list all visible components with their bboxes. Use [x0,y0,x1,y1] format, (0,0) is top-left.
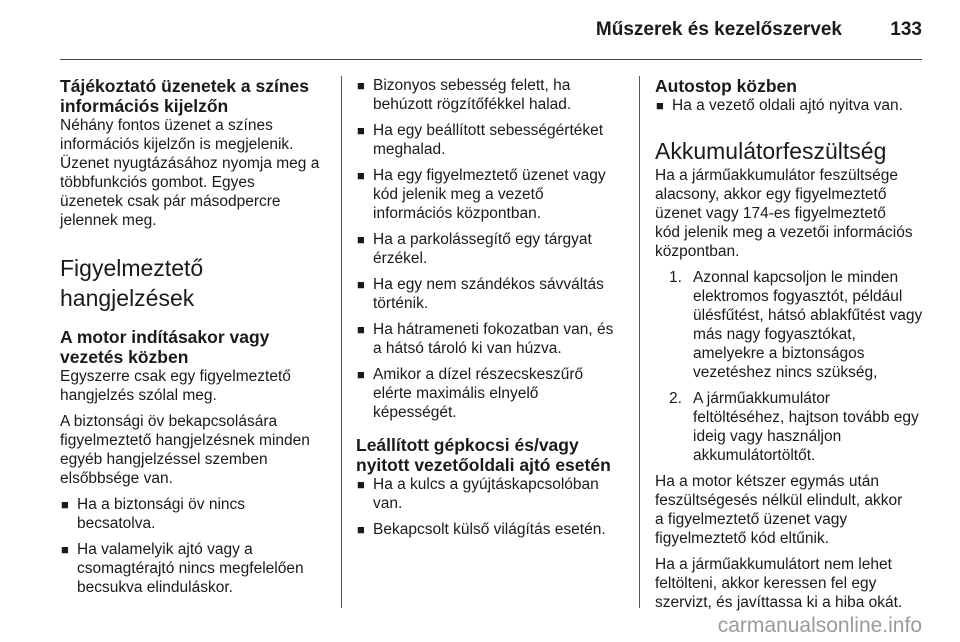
bullet-list [655,96,923,115]
list-item [356,320,628,358]
text-line: Azonnal kapcsoljon le minden [693,269,899,286]
bullet-icon: ■ [357,477,365,492]
text-line: feltöltéséhez, hajtson tovább egy [693,409,919,426]
text-line: Ha a járműakkumulátor feszültsége [655,167,898,184]
text-line: hangjelzések [60,285,195,311]
text-line: csomagtérajtó nincs megfelelően [77,560,304,577]
text-line: becsukva elinduláskor. [77,579,233,596]
text-line: kód jelenik meg a vezető [373,186,544,203]
column-left [60,76,330,604]
text-line: képességét. [373,404,457,421]
text-line: A biztonsági öv bekapcsolására [60,413,278,430]
text-line: Amikor a dízel részecskeszűrő [373,366,584,383]
text-line: a figyelmeztető üzenet vagy [655,511,848,528]
text-line: Bizonyos sebesség felett, ha [373,77,571,94]
text-line: Tájékoztató üzenetek a színes [60,76,309,96]
text-line: elérte maximális elnyelő [373,385,539,402]
list-item [356,275,628,313]
bullet-icon: ■ [656,98,664,113]
bullet-icon: ■ [61,542,69,557]
paragraph [60,367,330,405]
paragraph [60,116,330,230]
text-line: akkumulátortöltőt. [693,447,816,464]
text-line: Autostop közben [655,76,797,96]
bullet-list [60,495,330,597]
list-item [356,230,628,268]
text-line: amelyekre a biztonságos [693,345,865,362]
text-line: vezetéshez nincs szükség, [693,364,878,381]
text-line: A motor indításakor vagy [60,327,270,347]
text-line: Akkumulátorfeszültség [655,138,887,164]
page-number: 133 [890,19,922,40]
section-title [60,253,330,313]
list-item [655,96,923,115]
text-line: Ha a biztonsági öv nincs [77,496,246,513]
paragraph [655,555,923,612]
text-line: Ha hátrameneti fokozatban van, és [373,321,614,338]
section-title [655,136,923,166]
list-item [356,121,628,159]
bullet-icon: ■ [357,277,365,292]
text-line: feltölteni, akkor keressen fel egy [655,575,877,592]
list-item [655,268,923,382]
bullet-icon: ■ [357,123,365,138]
text-line: információs központban. [373,205,542,222]
subsection-heading [356,435,628,475]
bullet-list [356,475,628,539]
text-line: történik. [373,295,429,312]
text-line: Ha a vezető oldali ajtó nyitva van. [672,97,903,114]
text-line: elsőbbsége van. [60,470,173,487]
text-line: hangjelzés szólal meg. [60,387,217,404]
column-middle [356,76,628,546]
text-line: ideig vagy használjon [693,428,842,445]
list-item [356,475,628,513]
text-line: Bekapcsolt külső világítás esetén. [373,521,606,538]
list-item [356,520,628,539]
text-line: meghalad. [373,141,446,158]
subsection-heading [655,76,923,96]
numbered-list [655,268,923,465]
text-line: jelennek meg. [60,212,157,229]
text-line: A járműakkumulátor [693,390,830,407]
bullet-icon: ■ [357,232,365,247]
text-line: feszültségesés nélkül elindult, akkor [655,492,903,509]
text-line: van. [373,495,403,512]
text-line: központban. [655,243,740,260]
text-line: üzenetek csak pár másodpercre [60,193,281,210]
list-item [356,166,628,223]
text-line: Ha a kulcs a gyújtáskapcsolóban [373,476,599,493]
text-line: Üzenet nyugtázásához nyomja meg a [60,155,320,172]
text-line: Ha egy nem szándékos sávváltás [373,276,604,293]
text-line: egyéb hangjelzéssel szemben [60,451,268,468]
bullet-icon: ■ [357,168,365,183]
bullet-icon: ■ [61,497,69,512]
text-line: alacsony, akkor egy figyelmeztető [655,186,887,203]
text-line: Figyelmeztető [60,255,204,281]
section-heading [60,76,330,116]
text-line: információs kijelzőn [60,96,229,116]
text-line: ülésfűtést, hátsó ablakfűtést vagy [693,307,923,324]
column-divider [341,76,342,608]
text-line: érzékel. [373,250,428,267]
text-line: a hátsó tároló ki van húzva. [373,340,562,357]
text-line: Ha egy figyelmeztető üzenet vagy [373,167,606,184]
list-item [60,495,330,533]
text-line: kód jelenik meg a vezetői információs [655,224,913,241]
list-item [655,389,923,465]
text-line: Egyszerre csak egy figyelmeztető [60,368,291,385]
bullet-icon: ■ [357,322,365,337]
column-right [655,76,923,619]
paragraph [60,412,330,488]
watermark: carmanualsonline.info [717,614,922,637]
paragraph [655,472,923,548]
text-line: más nagy fogyasztókat, [693,326,856,343]
text-line: figyelmeztető kód eltűnik. [655,530,830,547]
bullet-icon: ■ [357,367,365,382]
list-number: 2. [669,390,682,407]
text-line: Ha a járműakkumulátort nem lehet [655,556,892,573]
list-item [60,540,330,597]
text-line: elektromos fogyasztót, például [693,288,903,305]
text-line: figyelmeztető hangjelzésnek minden [60,432,310,449]
text-line: üzenet vagy 174-es figyelmeztető [655,205,886,222]
header-title: Műszerek és kezelőszervek [595,19,842,40]
text-line: Néhány fontos üzenet a színes [60,117,273,134]
list-item [356,76,628,114]
text-line: becsatolva. [77,515,156,532]
column-divider [639,76,640,608]
bullet-icon: ■ [357,78,365,93]
text-line: Ha a parkolássegítő egy tárgyat [373,231,592,248]
text-line: Ha egy beállított sebességértéket [373,122,604,139]
bullet-list [356,76,628,422]
text-line: információs kijelzőn is megjelenik. [60,136,294,153]
bullet-icon: ■ [357,522,365,537]
text-line: behúzott rögzítőfékkel halad. [373,96,572,113]
text-line: nyitott vezetőoldali ajtó esetén [356,455,611,475]
text-line: Leállított gépkocsi és/vagy [356,435,579,455]
text-line: Ha valamelyik ajtó vagy a [77,541,253,558]
text-line: szervizt, és javíttassa ki a hiba okát. [655,594,903,611]
text-line: Ha a motor kétszer egymás után [655,473,879,490]
paragraph [655,166,923,261]
list-item [356,365,628,422]
subsection-heading [60,327,330,367]
text-line: vezetés közben [60,347,189,367]
header-divider [60,59,922,60]
text-line: többfunkciós gombot. Egyes [60,174,255,191]
list-number: 1. [669,269,682,286]
